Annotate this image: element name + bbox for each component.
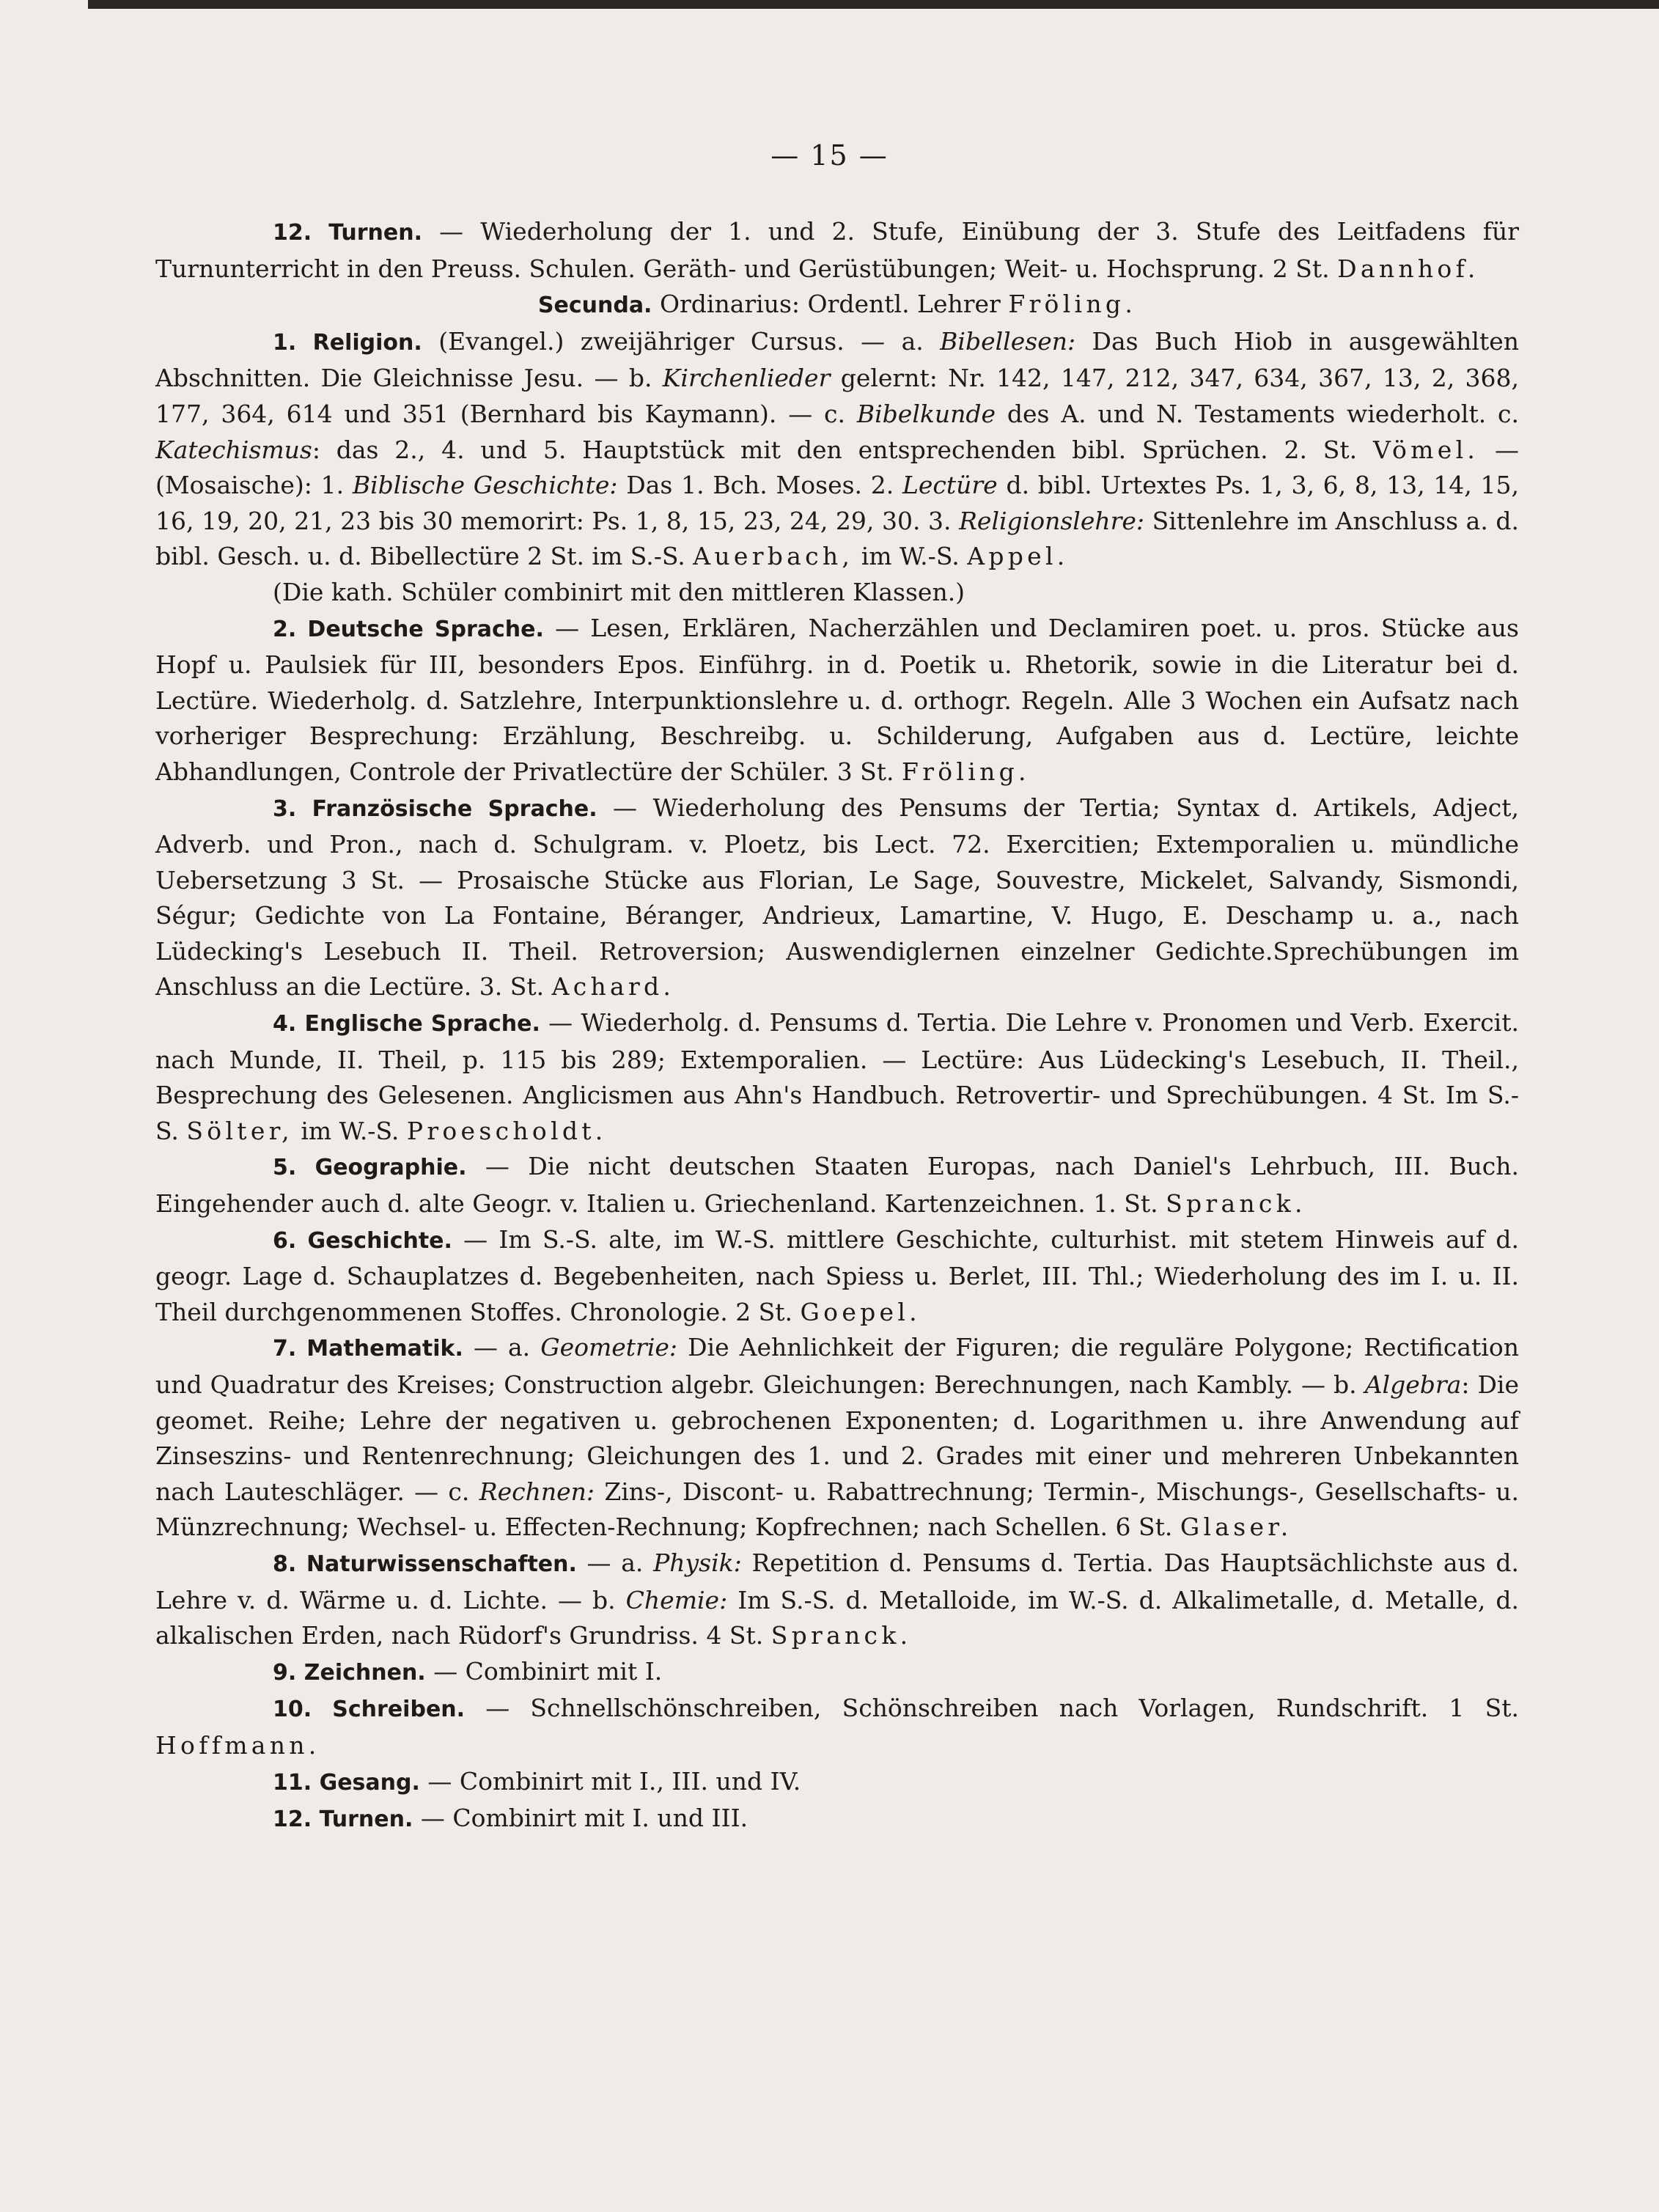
class-heading bbox=[155, 287, 1519, 324]
paragraph-text: — Wiederholg. d. Pensums d. Tertia. Die Lehre v. Pronomen und Verb. Exercit. nach Munde, II. Theil, p. 115 bis 289; Extemporalien. — Lectüre: Aus Lüdecking's Lesebuch, II. Theil., Besprechung des Gelesenen. Anglicismen aus Ahn's Handbuch. Retrovertir- und Sprechübungen. 4 St. Im S.-S. bbox=[155, 1008, 1519, 1145]
paragraph-text: Das 1. Bch. Moses. 2. bbox=[617, 471, 902, 500]
paragraph-gesang bbox=[155, 1764, 1519, 1801]
paragraph-text: — Schnellschönschreiben, Schönschreiben nach Vorlagen, Rundschrift. 1 St. bbox=[465, 1694, 1519, 1723]
paragraph-turnen-tertia bbox=[155, 214, 1519, 287]
paragraph-text: — Combinirt mit I., III. und IV. bbox=[419, 1766, 801, 1796]
paragraph-text: im W.-S. bbox=[293, 1116, 407, 1145]
subject-label: 12. Turnen. bbox=[273, 1807, 413, 1833]
topic-title: Biblische Geschichte: bbox=[352, 471, 618, 500]
teacher-name: Spranck. bbox=[1166, 1189, 1306, 1219]
paragraph-geographie bbox=[155, 1149, 1519, 1221]
paragraph-text: (Evangel.) zweijähriger Cursus. — a. bbox=[422, 326, 941, 356]
topic-title: Rechnen: bbox=[479, 1477, 595, 1506]
paragraph-text: Zins-, Discont- u. Rabattrechnung; Termin-, Mischungs-, Gesellschafts- u. Münzrechnung; Wechsel- u. Effecten-Rechnung; Kopfrechnen; nach Schellen. 6 St. bbox=[155, 1477, 1520, 1542]
teacher-name: Dannhof. bbox=[1337, 254, 1479, 283]
paragraph-text: — a. bbox=[463, 1333, 541, 1362]
paragraph-text: Das Buch Hiob in ausgewählten Abschnitten. Die Gleichnisse Jesu. — b. bbox=[155, 326, 1519, 393]
teacher-name: Appel. bbox=[967, 542, 1069, 571]
subject-label: 7. Mathematik. bbox=[273, 1336, 463, 1362]
paragraph-text: — Lesen, Erklären, Nacherzählen und Declamiren poet. u. pros. Stücke aus Hopf u. Paulsiek für III, besonders Epos. Einführg. in d. Poetik u. Rhetorik, sowie in die Literatur bei d. Lectüre. Wiederholg. d. Satzlehre, Interpunktionslehre u. d. orthogr. Regeln. Alle 3 Wochen ein Aufsatz nach vorheriger Besprechung: Erzählung, Beschreibg. u. Schilderung, Aufgaben aus d. Lectüre, leichte Abhandlungen, Controle der Privatlectüre der Schüler. 3 St. bbox=[155, 613, 1519, 786]
paragraph-text: — a. bbox=[576, 1548, 654, 1577]
paragraph-englisch bbox=[155, 1005, 1519, 1149]
paragraph-text: gelernt: Nr. 142, 147, 212, 347, 634, 367, 13, 2, 368, 177, 364, 614 und 351 (Bernhard bis Kaymann). — c. bbox=[155, 364, 1519, 428]
subject-label: 12. Turnen. bbox=[273, 220, 423, 246]
subject-label: 8. Naturwissenschaften. bbox=[273, 1551, 577, 1577]
subject-label: 11. Gesang. bbox=[273, 1769, 420, 1796]
topic-title: Algebra bbox=[1364, 1370, 1462, 1399]
paragraph-text: Im S.-S. d. Metalloide, im W.-S. d. Alkalimetalle, d. Metalle, d. alkalischen Erden, nach Rüdorf's Grundriss. 4 St. bbox=[155, 1585, 1519, 1650]
topic-title: Bibellesen: bbox=[940, 326, 1076, 356]
topic-title: Lectüre bbox=[902, 471, 998, 500]
class-name: Secunda. bbox=[537, 293, 652, 319]
paragraph-text: des A. und N. Testaments wiederholt. c. bbox=[996, 399, 1520, 428]
subject-label: 3. Französische Sprache. bbox=[273, 795, 597, 822]
teacher-name: Vömel. bbox=[1372, 435, 1479, 464]
subject-label: 10. Schreiben. bbox=[273, 1697, 466, 1723]
subject-label: 1. Religion. bbox=[273, 329, 422, 356]
paragraph-text: — Im S.-S. alte, im W.-S. mittlere Geschichte, culturhist. mit stetem Hinweis auf d. geogr. Lage d. Schauplatzes d. Begebenheiten, nach Spiess u. Berlet, III. Thl.; Wiederholung des im I. u. II. Theil durchgenommenen Stoffes. Chronologie. 2 St. bbox=[155, 1224, 1519, 1326]
paragraph-text: — Wiederholung des Pensums der Tertia; Syntax d. Artikels, Adject, Adverb. und Pron., nach d. Schulgram. v. Ploetz, bis Lect. 72. Exercitien; Extemporalien u. mündliche Uebersetzung 3 St. — Prosaische Stücke aus Florian, Le Sage, Souvestre, Mickelet, Salvandy, Sismondi, Ségur; Gedichte von La Fontaine, Béranger, Andrieux, Lamartine, V. Hugo, E. Deschamp u. a., nach Lüdecking's Lesebuch II. Theil. Retroversion; Auswendiglernen einzelner Gedichte.Sprechübungen im Anschluss an die Lectüre. 3. St. bbox=[155, 793, 1519, 1002]
subject-label: 6. Geschichte. bbox=[273, 1227, 452, 1254]
paragraph-text: : das 2., 4. und 5. Hauptstück mit den entsprechenden bibl. Sprüchen. 2. St. bbox=[312, 435, 1373, 464]
topic-title: Chemie: bbox=[625, 1585, 728, 1614]
teacher-name: Fröling. bbox=[902, 757, 1030, 786]
paragraph-text: : Die geomet. Reihe; Lehre der negativen u. gebrochenen Exponenten; d. Logarithmen u. ihre Anwendung auf Zinseszins- und Rentenrechnung; Gleichungen des 1. und 2. Grades mit einer und mehreren Unbekannten nach Lauteschläger. — c. bbox=[155, 1370, 1520, 1506]
topic-title: Bibelkunde bbox=[856, 399, 996, 428]
paragraph-turnen-secunda bbox=[155, 1801, 1519, 1838]
scan-top-edge bbox=[88, 0, 1659, 9]
subject-label: 9. Zeichnen. bbox=[273, 1659, 426, 1686]
page-number: — 15 — bbox=[770, 139, 889, 172]
paragraph-text: — Combinirt mit I. bbox=[425, 1656, 663, 1686]
teacher-name: Spranck. bbox=[770, 1621, 912, 1650]
paragraph-text: Sittenlehre im Anschluss a. d. bibl. Gesch. u. d. Bibellectüre 2 St. im S.-S. bbox=[155, 506, 1519, 571]
teacher-name: Proescholdt. bbox=[406, 1116, 607, 1145]
paragraph-geschichte bbox=[155, 1222, 1519, 1331]
topic-title: Katechismus bbox=[155, 435, 312, 464]
teacher-name: Goepel. bbox=[800, 1297, 921, 1326]
paragraph-text: im W.-S. bbox=[853, 542, 968, 571]
subject-label: 5. Geographie. bbox=[273, 1155, 467, 1181]
paragraph-zeichnen bbox=[155, 1654, 1519, 1691]
subject-label: 4. Englische Sprache. bbox=[273, 1011, 540, 1037]
paragraph-mathematik bbox=[155, 1330, 1519, 1546]
teacher-name: Auerbach, bbox=[693, 542, 854, 571]
paragraph-text: — Combinirt mit I. und III. bbox=[413, 1804, 748, 1833]
teacher-name: Hoffmann. bbox=[155, 1730, 320, 1760]
paragraph-schreiben bbox=[155, 1691, 1519, 1763]
teacher-name: Achard. bbox=[551, 972, 675, 1002]
paragraph-text: d. bibl. Urtextes Ps. 1, 3, 6, 8, 13, 14, 15, 16, 19, 20, 21, 23 bis 30 memorirt: Ps. 1, 8, 15, 23, 24, 29, 30. 3. bbox=[155, 471, 1519, 535]
teacher-name: Sölter, bbox=[186, 1116, 293, 1145]
topic-title: Physik: bbox=[653, 1548, 742, 1577]
topic-title: Kirchenlieder bbox=[662, 364, 831, 393]
paragraph-text: — (Mosaische): 1. bbox=[155, 435, 1519, 500]
topic-title: Religionslehre: bbox=[959, 506, 1145, 535]
paragraph-franzoesisch bbox=[155, 790, 1519, 1006]
paragraph-naturwissenschaften bbox=[155, 1546, 1519, 1654]
ordinarius-label: Ordinarius: Ordentl. Lehrer bbox=[659, 290, 1009, 319]
subject-label: 2. Deutsche Sprache. bbox=[273, 616, 544, 642]
paragraph-text: Repetition d. Pensums d. Tertia. Das Hauptsächlichste aus d. Lehre v. d. Wärme u. d. Lichte. — b. bbox=[155, 1548, 1519, 1614]
paragraph-religion bbox=[155, 324, 1519, 575]
paragraph-deutsch bbox=[155, 611, 1519, 790]
paragraph-text: Die Aehnlichkeit der Figuren; die reguläre Polygone; Rectification und Quadratur des Kreises; Construction algebr. Gleichungen: Berechnungen, nach Kambly. — b. bbox=[155, 1333, 1519, 1399]
document-body bbox=[155, 214, 1519, 1838]
teacher-name: Glaser. bbox=[1180, 1513, 1292, 1542]
topic-title: Geometrie: bbox=[540, 1333, 678, 1362]
paragraph-text: — Die nicht deutschen Staaten Europas, nach Daniel's Lehrbuch, III. Buch. Eingehender auch d. alte Geogr. v. Italien u. Griechenland. Kartenzeichnen. 1. St. bbox=[155, 1152, 1520, 1219]
paragraph-catholic-note: (Die kath. Schüler combinirt mit den mittleren Klassen.) bbox=[273, 577, 965, 606]
paragraph-text: — Wiederholung der 1. und 2. Stufe, Einübung der 3. Stufe des Leitfadens für Turnunterricht in den Preuss. Schulen. Geräth- und Gerüstübungen; Weit- u. Hochsprung. 2 St. bbox=[155, 217, 1519, 283]
teacher-name: Fröling. bbox=[1008, 290, 1137, 319]
